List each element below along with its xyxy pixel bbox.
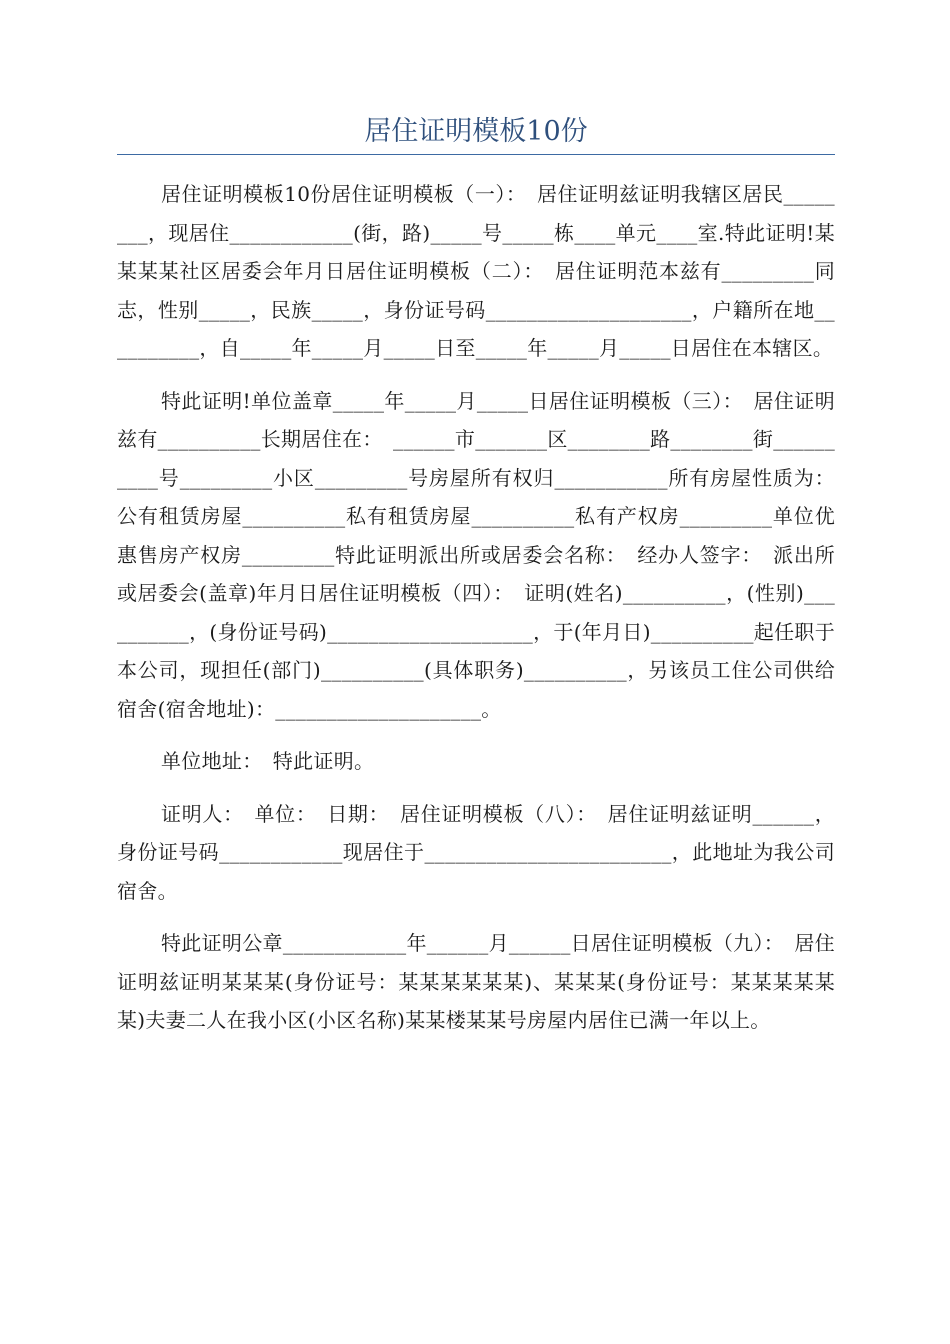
document-page: [117, 112, 835, 1054]
paragraph-1: 居住证明模板10份居住证明模板（一）： 居住证明兹证明我辖区居民________，现居住____________(街，路)_____号_____栋____单元____室.特此证明!某某某某社区居委会年月日居住证明模板（二）： 居住证明范本兹有_________同志，性别_____，民族_____，身份证号码____________________，户籍所在地__________，自_____年_____月_____日至_____年_____月_____日居住在本辖区。: [117, 182, 835, 360]
document-body: [117, 175, 835, 1040]
paragraph-5: 特此证明公章____________年______月______日居住证明模板（九）： 居住证明兹证明某某某(身份证号：某某某某某某)、某某某(身份证号：某某某某某某)夫妻二人在我小区(小区名称)某某楼某某号房屋内居住已满一年以上。: [117, 931, 835, 1032]
paragraph-3: 单位地址： 特此证明。: [161, 749, 375, 773]
paragraph-2: 特此证明!单位盖章_____年_____月_____日居住证明模板（三）： 居住证明兹有__________长期居住在： ______市_______区________路________街__________号_________小区_________号房屋所有权归___________所有房屋性质为：公有租赁房屋__________私有租赁房屋__________私有产权房_________单位优惠售房产权房_________特此证明派出所或居委会名称： 经办人签字： 派出所或居委会(盖章)年月日居住证明模板（四）： 证明(姓名)__________，(性别)__________，(身份证号码)____________________，于(年月日)__________起任职于本公司，现担任(部门)__________(具体职务)__________，另该员工住公司供给宿舍(宿舍地址)：____________________。: [117, 388, 836, 721]
document-title: 居住证明模板10份: [117, 112, 835, 155]
paragraph-4: 证明人： 单位： 日期： 居住证明模板（八）： 居住证明兹证明______，身份证号码____________现居住于________________________，此地址为我公司宿舍。: [117, 801, 835, 903]
